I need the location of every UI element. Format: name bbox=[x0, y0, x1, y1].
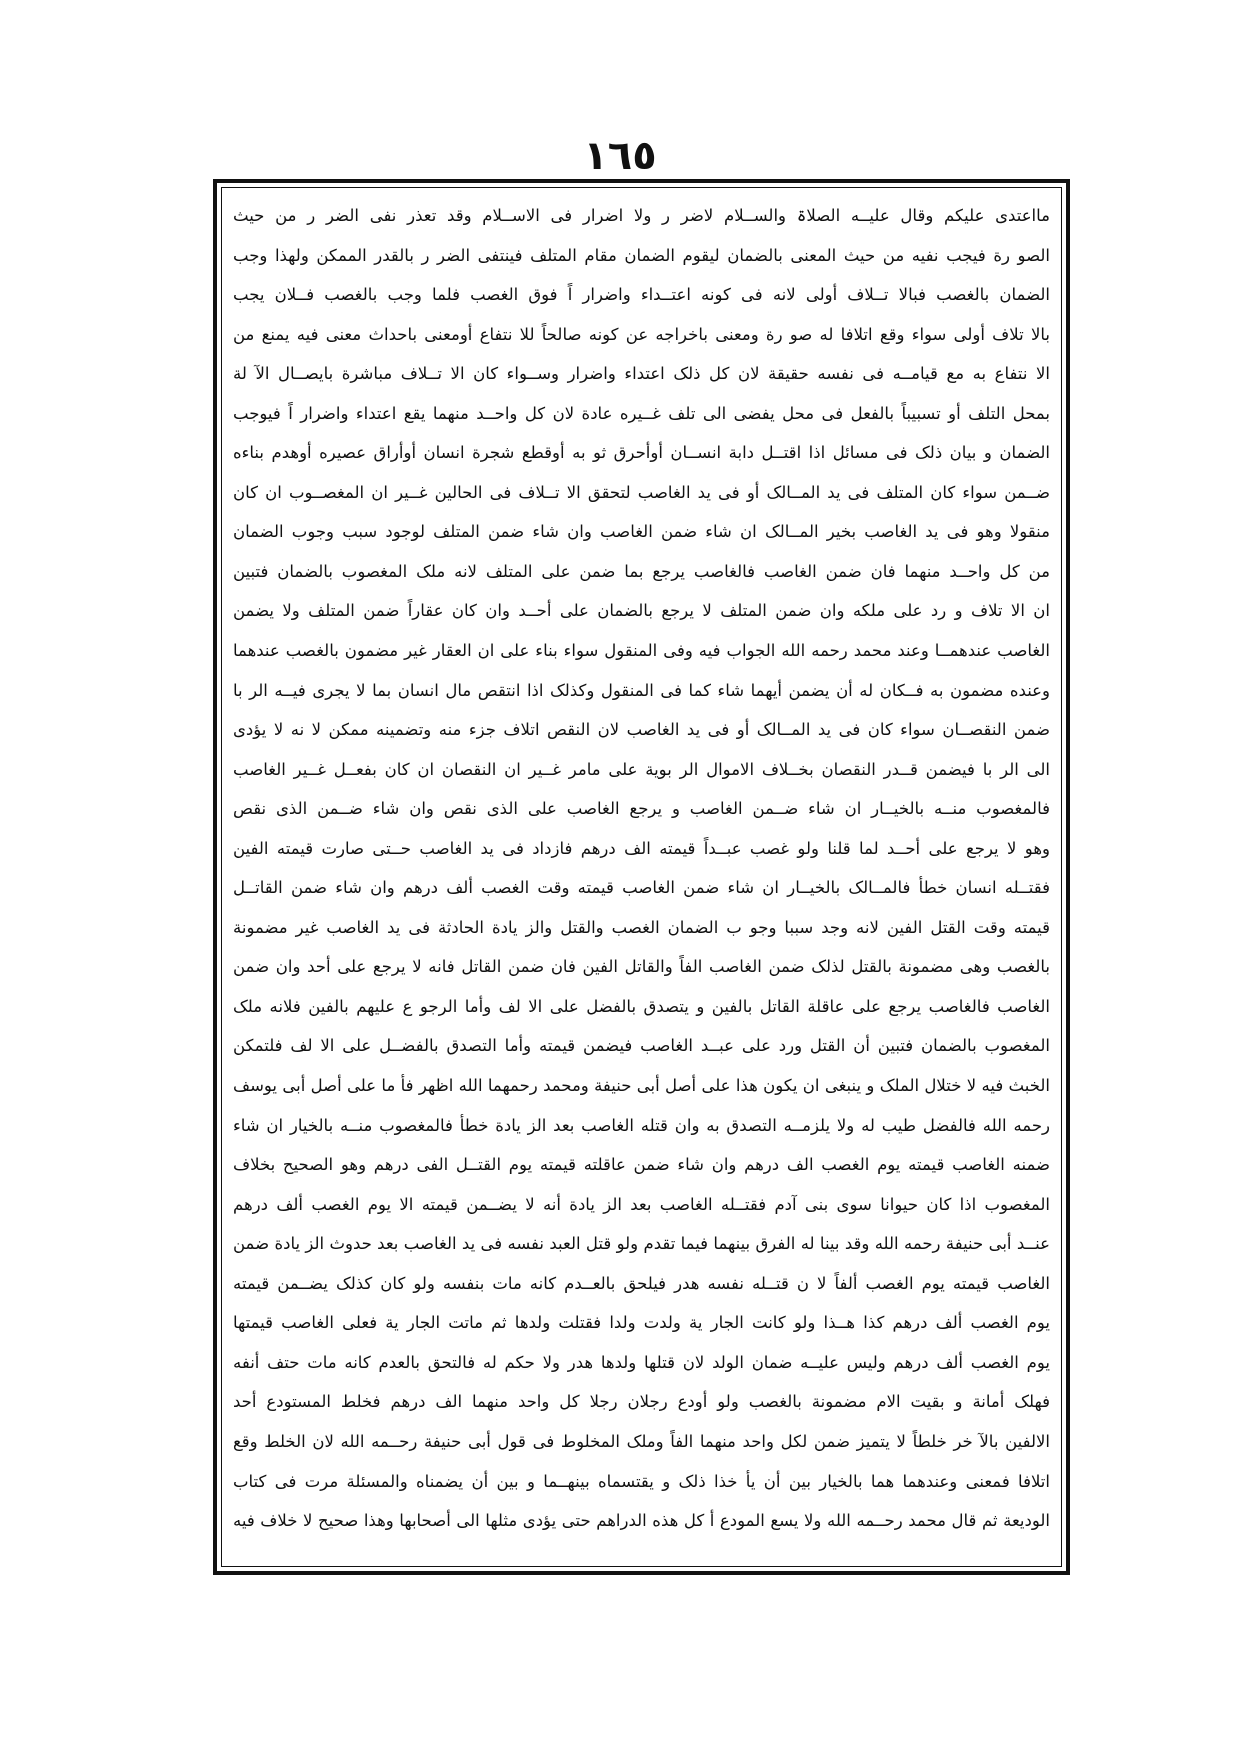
text-line: الضمان و بیان ذلک فی مسائل اذا اقتــل دابة انســان أوأحرق ثو به أوقطع شجرة انسان أوأراق عصیره أوهدم بناءه bbox=[233, 443, 1050, 463]
text-line: الا نتفاع به مع قیامــه فی نفسه حقیقة لان کل ذلک اعتداء واضرار وســواء کان الا تــلاف مباشرة بایصــال الآ لة bbox=[233, 364, 1050, 384]
text-line: الغاصب قیمته یوم الغصب ألفاً لا ن قتــله نفسه هدر فیلحق بالعــدم کانه مات بنفسه ولو کان کذلک یضــمن قیمته bbox=[233, 1273, 1050, 1293]
text-line: فالمغصوب منــه بالخیــار ان شاء ضــمن الغاصب و یرجع الغاصب علی الذی نقص وان شاء ضــمن الذی نقص bbox=[233, 799, 1050, 819]
text-line: الی الر با فیضمن قــدر النقصان بخــلاف الاموال الر بویة علی مامر غــیر ان النقصان ان کان بفعــل غــیر الغاصب bbox=[233, 759, 1050, 779]
text-line: الصو رة فیجب نفیه من حیث المعنی بالضمان لیقوم الضمان مقام المتلف فینتفی الضر ر بالقدر الممکن ولهذا وجب bbox=[233, 245, 1050, 265]
text-line: الغاصب فالغاصب یرجع علی عاقلة القاتل بالفین و یتصدق بالفضل علی الا لف وأما الرجو ع علیهم بالفین فلانه ملک bbox=[233, 996, 1050, 1016]
text-line: رحمه الله فالفضل طیب له ولا یلزمــه التصدق به وان قتله الغاصب بعد الز یادة خطأ فالمغصوب منــه بالخیار ان شاء bbox=[233, 1115, 1050, 1135]
text-line: الخبث فیه لا ختلال الملک و ینبغی ان یکون هذا علی أصل أبی حنیفة ومحمد رحمهما الله اظهر فأ ما علی أصل أبی یوسف bbox=[233, 1076, 1050, 1096]
text-line: فقتــله انسان خطأ فالمــالک بالخیــار ان شاء ضمن الغاصب قیمته وقت الغصب ألف درهم وان شاء ضمن القاتــل bbox=[233, 878, 1050, 898]
text-line: ان الا تلاف و رد علی ملکه وان ضمن المتلف لا یرجع بالضمان علی أحــد وان کان عقاراً ضمن المتلف ولا یضمن bbox=[233, 601, 1050, 621]
text-line: بالغصب وهی مضمونة بالقتل لذلک ضمن الغاصب الفاً والقاتل الفین فان ضمن القاتل فانه لا یرجع علی أحد وان ضمن bbox=[233, 957, 1050, 977]
text-line: وهو لا یرجع علی أحــد لما قلنا ولو غصب عبــداً قیمته الف درهم فازداد فی ید الغاصب حــتی صارت قیمته الفین bbox=[233, 838, 1050, 858]
text-line: ضــمن سواء کان المتلف فی ید المــالک أو فی ید الغاصب لتحقق الا تــلاف فی الحالین غــیر ان المغصــوب ان کان bbox=[233, 482, 1050, 502]
text-line: الالفین بالآ خر خلطاً لا یتمیز ضمن لکل واحد منهما الفاً وملک المخلوط فی قول أبی حنیفة رحــمه الله لان الخلط وقع bbox=[233, 1431, 1050, 1451]
text-line: ضمنه الغاصب قیمته یوم الغصب الف درهم وان شاء ضمن عاقلته قیمته یوم القتــل الفی درهم وهو الصحیح بخلاف bbox=[233, 1155, 1050, 1175]
text-line: المغصوب اذا کان حیوانا سوی بنی آدم فقتــله الغاصب بعد الز یادة أنه لا یضــمن قیمته الا یوم الغصب ألف درهم bbox=[233, 1194, 1050, 1214]
text-line: یوم الغصب ألف درهم کذا هــذا ولو کانت الجار یة ولدت ولدا فقتلت ولدها ثم ماتت الجار یة فعلی الغاصب قیمتها bbox=[233, 1313, 1050, 1333]
text-line: المغصوب بالضمان فتبین أن القتل ورد علی عبــد الغاصب فیضمن قیمته وأما التصدق بالفضــل علی الا لف فلتمکن bbox=[233, 1036, 1050, 1056]
text-line: یوم الغصب ألف درهم ولیس علیــه ضمان الولد لان قتلها ولدها هدر ولا حکم له فالتحق بالعدم کانه مات حتف أنفه bbox=[233, 1352, 1050, 1372]
text-line: عنــد أبی حنیفة رحمه الله وقد بینا له الفرق بینهما فیما تقدم ولو قتل العبد نفسه فی ید الغاصب بعد حدوث الز یادة ضمن bbox=[233, 1234, 1050, 1254]
text-line: بالا تلاف أولی سواء وقع اتلافا له صو رة ومعنی باخراجه عن کونه صالحاً للا نتفاع أومعنی باحداث معنی فیه یمنع من bbox=[233, 324, 1050, 344]
text-line: الضمان بالغصب فبالا تــلاف أولی لانه فی کونه اعتــداء واضرار اً فوق الغصب فلما وجب بالغصب فــلان یجب bbox=[233, 285, 1050, 305]
text-line: الغاصب عندهمــا وعند محمد رحمه الله الجواب فیه وفی المنقول سواء بناء علی ان العقار غیر مضمون بالغصب عندهما bbox=[233, 641, 1050, 661]
text-body bbox=[233, 196, 1050, 1541]
text-line: اتلافا فمعنی وعندهما هما بالخیار بین أن یأ خذا ذلک و یقتسماه بینهــما و بین أن یضمناه والمسئلة مرت فی کتاب bbox=[233, 1471, 1050, 1491]
text-line: من کل واحــد منهما فان ضمن الغاصب فالغاصب یرجع بما ضمن علی المتلف لانه ملک المغصوب بالضمان فتبین bbox=[233, 561, 1050, 581]
text-line: فهلک أمانة و بقیت الام مضمونة بالغصب ولو أودع رجلان رجلا کل واحد منهما الف درهم فخلط المستودع أحد bbox=[233, 1392, 1050, 1412]
text-line: ضمن النقصــان سواء کان فی ید المــالک أو فی ید الغاصب لان النقص اتلاف جزء منه وتضمینه ممکن لا نه لا یؤدی bbox=[233, 720, 1050, 740]
text-line: وعنده مضمون به فــکان له أن یضمن أیهما شاء کما فی المنقول وکذلک اذا انتقص مال انسان بما لا یجری فیــه الر با bbox=[233, 680, 1050, 700]
text-line: بمحل التلف أو تسبیباً بالفعل فی محل یفضی الی تلف غــیره عادة لان کل واحــد منهما یقع اعتداء واضرار اً فیوجب bbox=[233, 403, 1050, 423]
page-number: ١٦٥ bbox=[583, 133, 657, 179]
text-line: الودیعة ثم قال محمد رحــمه الله ولا یسع المودع أ کل هذه الدراهم حتی یؤدی مثلها الی أصحابها وهذا صحیح لا خلاف فیه bbox=[233, 1511, 1050, 1531]
text-line: قیمته وقت القتل الفین لانه وجد سببا وجو ب الضمان الغصب والقتل والز یادة الحادثة فی ید الغاصب غیر مضمونة bbox=[233, 917, 1050, 937]
text-line: مااعتدی علیکم وقال علیــه الصلاۃ والســلام لاضر ر ولا اضرار فی الاســلام وقد تعذر نفی الضر ر من حیث bbox=[233, 206, 1050, 225]
text-line: منقولا وهو فی ید الغاصب بخیر المــالک ان شاء ضمن الغاصب وان شاء ضمن المتلف لوجود سبب وجوب الضمان bbox=[233, 522, 1050, 542]
